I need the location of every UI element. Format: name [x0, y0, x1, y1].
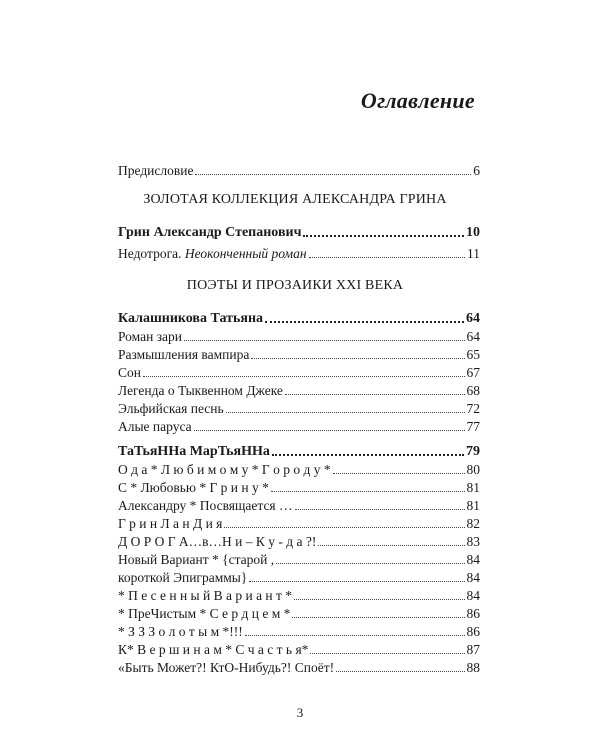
toc-entry-nedotroga[interactable]	[118, 245, 480, 262]
toc-entry[interactable]	[118, 497, 480, 514]
dot-leader	[276, 563, 464, 564]
dot-leader	[195, 174, 471, 175]
section-heading-grin	[0, 192, 600, 208]
section-heading-poets	[0, 278, 600, 294]
toc-entry-page: 87	[466, 642, 480, 657]
toc-entry[interactable]	[118, 605, 480, 622]
dot-leader	[184, 340, 464, 341]
toc-entry-label: Легенда о Тыквенном Джеке	[118, 383, 283, 398]
toc-entry-label: Д О Р О Г А…в…Н и – К у - д а ?!	[118, 534, 317, 549]
toc-author-grin[interactable]	[118, 224, 480, 241]
dot-leader	[309, 257, 465, 258]
dot-leader	[295, 509, 465, 510]
toc-entry-page: 80	[466, 462, 480, 477]
dot-leader	[310, 653, 464, 654]
toc-entry-page: 86	[466, 624, 480, 639]
toc-entry-page: 72	[466, 401, 480, 416]
dot-leader	[333, 473, 465, 474]
toc-entry[interactable]	[118, 382, 480, 399]
dot-leader	[143, 376, 465, 377]
dot-leader	[272, 454, 464, 456]
toc-entry-page: 68	[466, 383, 480, 398]
toc-author-label: Калашникова Татьяна	[118, 311, 264, 326]
toc-entry[interactable]	[118, 533, 480, 550]
toc-entry[interactable]	[118, 346, 480, 363]
toc-entry-page: 84	[466, 570, 480, 585]
toc-entry[interactable]	[118, 569, 480, 586]
toc-entry-preface[interactable]	[118, 162, 480, 179]
dot-leader	[285, 394, 465, 395]
toc-author-martyanna[interactable]	[118, 443, 480, 460]
toc-entry-label: О д а * Л ю б и м о м у * Г о р о д у *	[118, 462, 331, 477]
toc-entry[interactable]	[118, 515, 480, 532]
dot-leader	[265, 321, 464, 323]
toc-entry-label: К* В е р ш и н а м * С ч а с т ь я*	[118, 642, 309, 657]
toc-entry-page: 88	[466, 660, 480, 675]
dot-leader	[336, 671, 464, 672]
toc-entry-label: Алые паруса	[118, 419, 192, 434]
toc-entry-label: Г р и н Л а н Д и я	[118, 516, 223, 531]
toc-entry-page: 11	[467, 246, 480, 261]
dot-leader	[303, 235, 464, 237]
toc-entry[interactable]	[118, 364, 480, 381]
toc-author-page: 10	[466, 225, 480, 240]
toc-entry-label-italic: Неоконченный роман	[184, 246, 307, 261]
section-heading-text: ПОЭТЫ И ПРОЗАИКИ XXI ВЕКА	[186, 278, 404, 293]
toc-title: Оглавление	[360, 88, 475, 113]
toc-entry-label: * ПреЧистым * С е р д ц е м *	[118, 606, 291, 621]
dot-leader	[226, 412, 465, 413]
toc-entry[interactable]	[118, 418, 480, 435]
toc-entry-page: 84	[466, 588, 480, 603]
toc-entry-label: Роман зари	[118, 329, 183, 344]
page-number: 3	[296, 705, 304, 720]
dot-leader	[292, 617, 464, 618]
section-heading-text: ЗОЛОТАЯ КОЛЛЕКЦИЯ АЛЕКСАНДРА ГРИНА	[143, 192, 447, 207]
toc-entry[interactable]	[118, 641, 480, 658]
toc-entry-label: Размышления вампира	[118, 347, 250, 362]
toc-entry-page: 64	[466, 329, 480, 344]
toc-entry-label: Сон	[118, 365, 141, 380]
toc-author-label: Грин Александр Степанович	[118, 225, 302, 240]
toc-author-page: 79	[466, 444, 480, 459]
toc-entry-label: Предисловие	[118, 163, 194, 178]
toc-entry-page: 65	[466, 347, 480, 362]
toc-entry-page: 81	[466, 498, 480, 513]
dot-leader	[318, 545, 464, 546]
dot-leader	[294, 599, 464, 600]
toc-entry-label: С * Любовью * Г р и н у *	[118, 480, 269, 495]
toc-entry-label: «Быть Может?! КтО-Нибудь?! Споёт!	[118, 660, 335, 675]
toc-entry-page: 67	[466, 365, 480, 380]
dot-leader	[194, 430, 465, 431]
dot-leader	[271, 491, 465, 492]
dot-leader	[245, 635, 465, 636]
toc-entry-label: Новый Вариант * {старой ,	[118, 552, 275, 567]
toc-entry-label-main: Недотрога.	[118, 246, 182, 261]
dot-leader	[251, 358, 464, 359]
toc-entry-page: 77	[466, 419, 480, 434]
toc-entry-label: Александру * Посвящается …	[118, 498, 293, 513]
dot-leader	[249, 581, 464, 582]
toc-entry[interactable]	[118, 461, 480, 478]
toc-entry-label: Эльфийская песнь	[118, 401, 224, 416]
toc-entry-page: 82	[466, 516, 480, 531]
toc-entry[interactable]	[118, 328, 480, 345]
toc-entry[interactable]	[118, 400, 480, 417]
dot-leader	[224, 527, 464, 528]
toc-entry[interactable]	[118, 479, 480, 496]
toc-entry[interactable]	[118, 623, 480, 640]
toc-entry-label: * П е с е н н ы й В а р и а н т *	[118, 588, 293, 603]
toc-entry-page: 81	[466, 480, 480, 495]
toc-entry-label: короткой Эпиграммы}	[118, 570, 248, 585]
toc-author-page: 64	[466, 311, 480, 326]
toc-entry-page: 84	[466, 552, 480, 567]
toc-entry-page: 83	[466, 534, 480, 549]
toc-entry[interactable]	[118, 587, 480, 604]
toc-entry[interactable]	[118, 551, 480, 568]
toc-entry[interactable]	[118, 659, 480, 676]
toc-entry-label: * З З З о л о т ы м *!!!	[118, 624, 243, 639]
toc-entry-label	[118, 245, 307, 262]
toc-entry-page: 86	[466, 606, 480, 621]
toc-author-label: ТаТьяННа МарТьяННа	[118, 444, 270, 459]
toc-entry-page: 6	[473, 163, 480, 178]
toc-author-kalashnikova[interactable]	[118, 310, 480, 327]
